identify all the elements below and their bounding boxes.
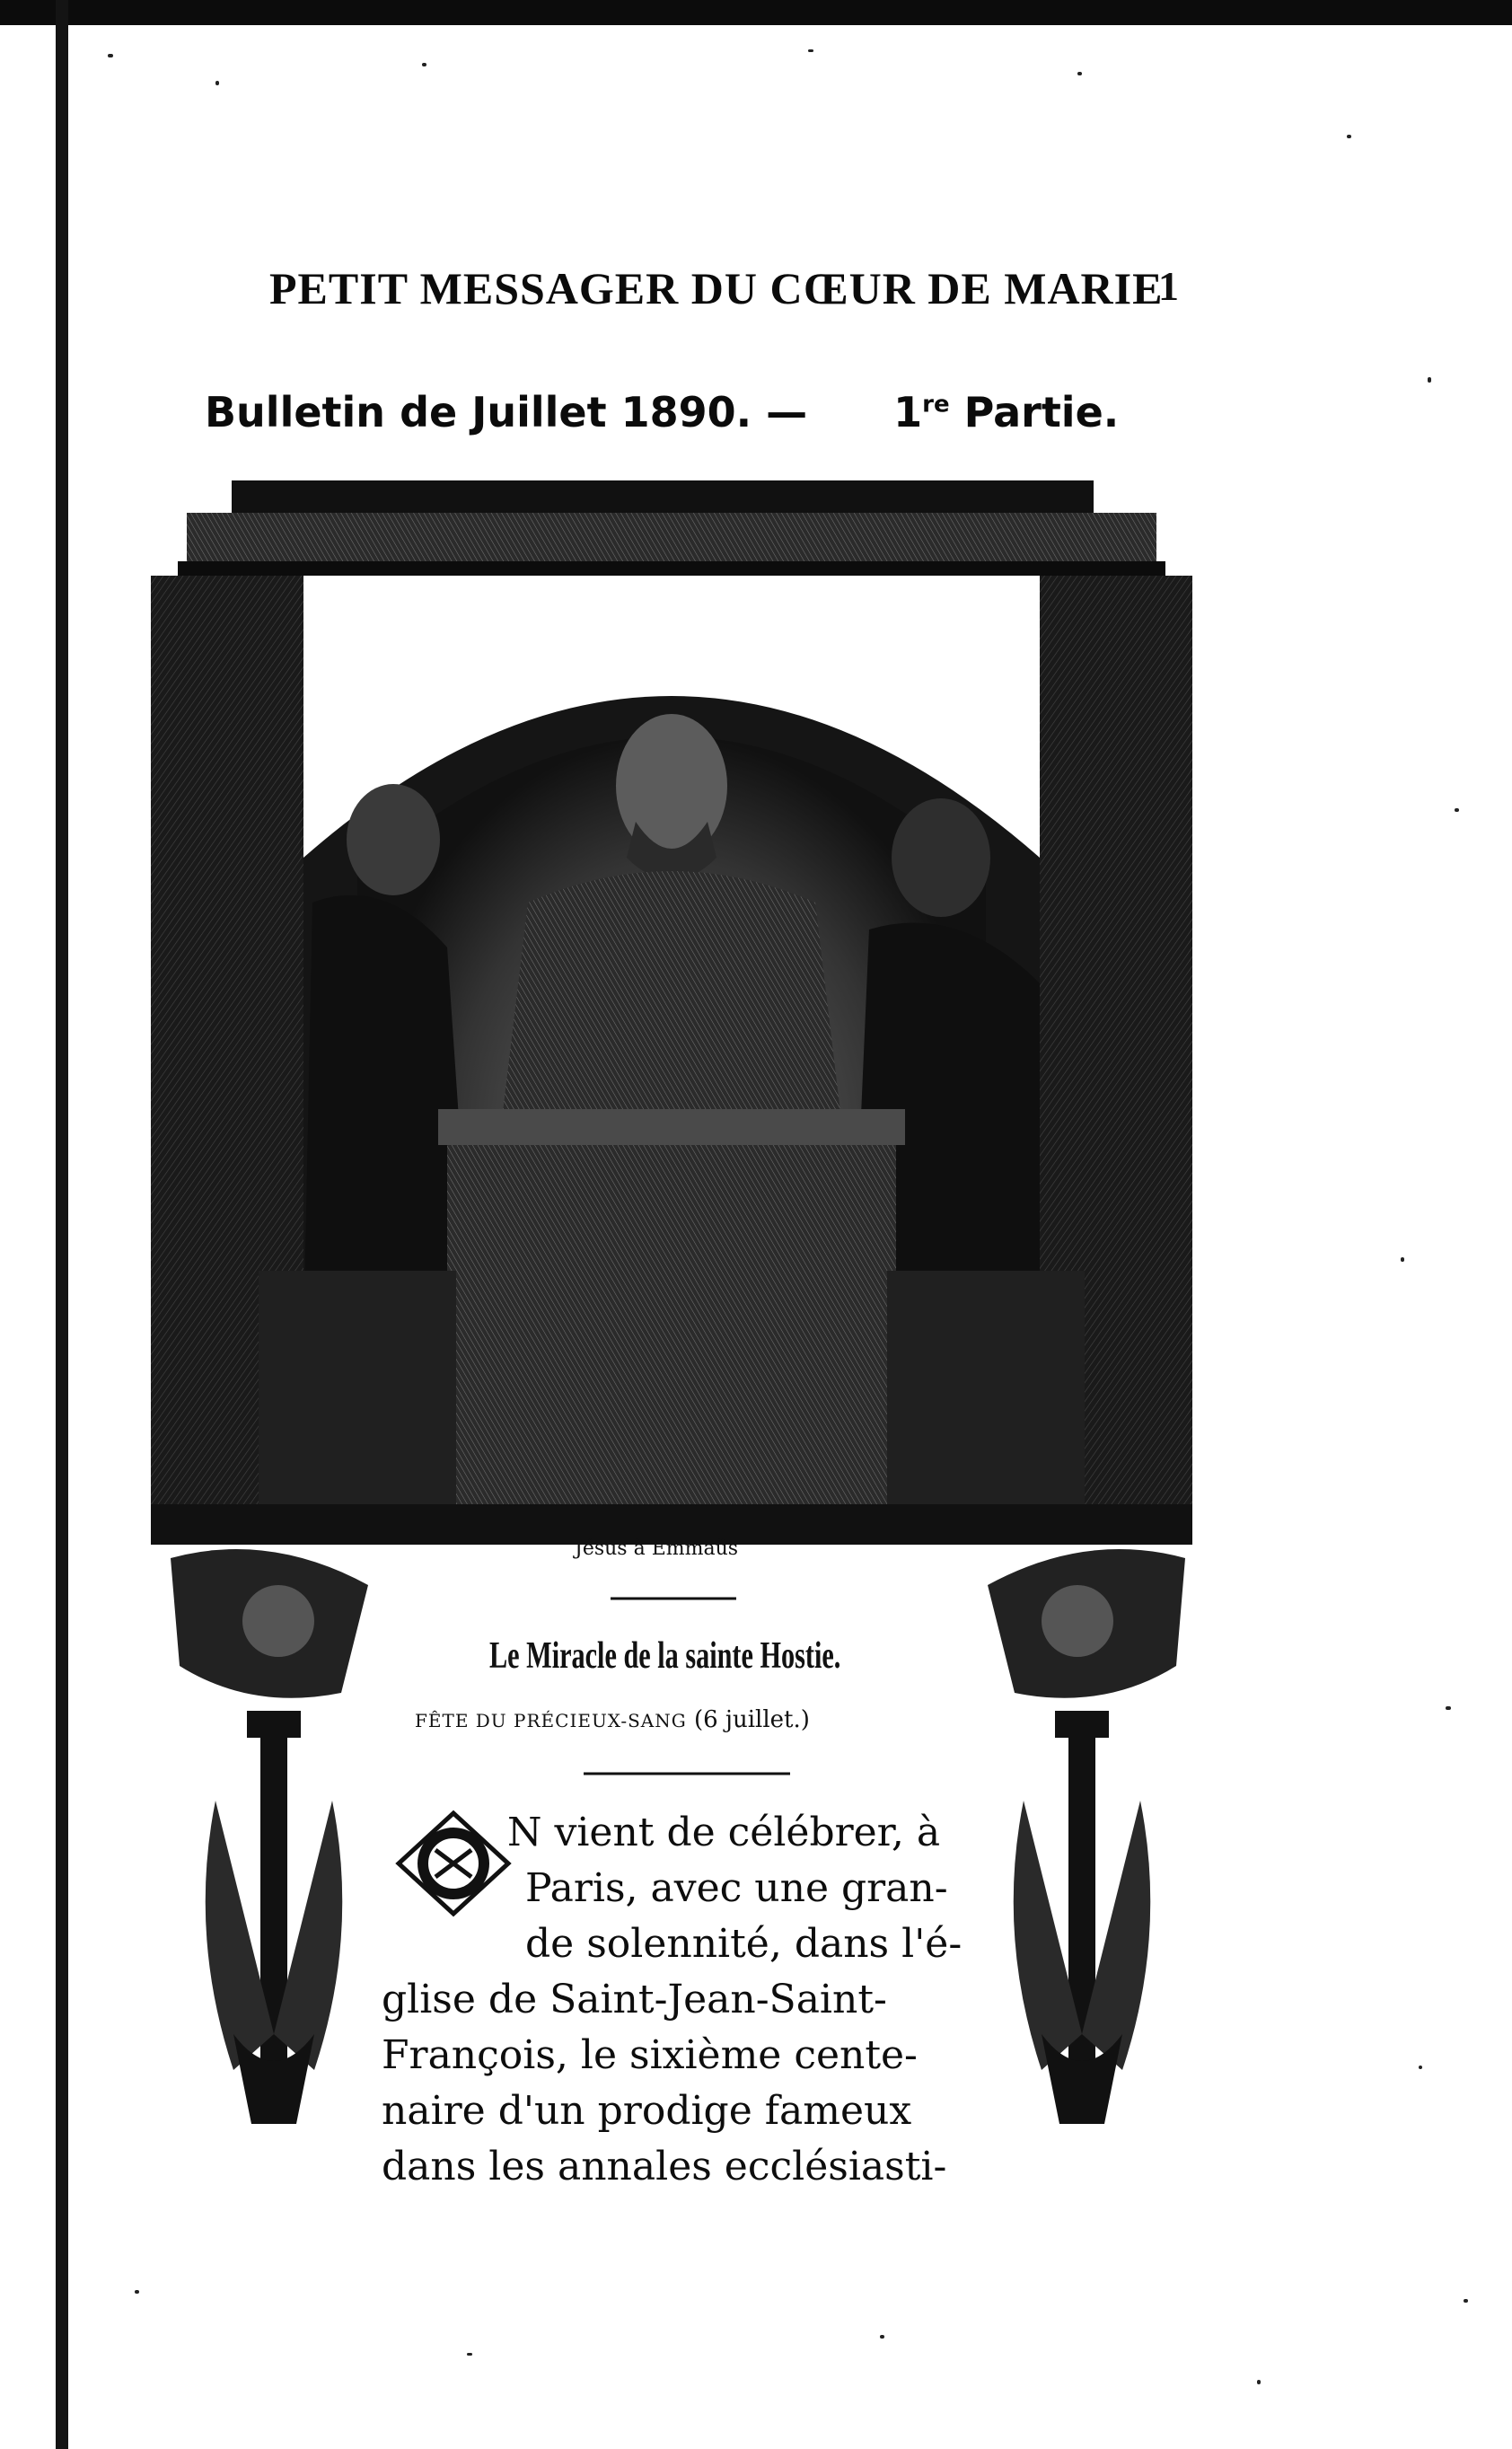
page-number: 1 [1158, 263, 1179, 309]
bulletin-heading [205, 388, 1192, 436]
left-border-rule [56, 0, 68, 2449]
text-line: François, le sixième cente- [382, 2032, 918, 2078]
running-title: PETIT MESSAGER DU CŒUR DE MARIE [269, 263, 1164, 313]
text-line: Paris, avec une gran- [525, 1865, 948, 1911]
bulletin-title: Bulletin de Juillet 1890. — [205, 388, 808, 436]
text-line: de solennité, dans l'é- [525, 1921, 963, 1967]
emmaus-engraving-illustration [151, 480, 1192, 1545]
text-line: glise de Saint-Jean-Saint- [382, 1977, 887, 2022]
feast-line [415, 1706, 810, 1733]
text-line: N vient de célébrer, à [507, 1810, 941, 1855]
bulletin-part: 1re Partie. [893, 388, 1120, 436]
feast-name: FÊTE DU PRÉCIEUX-SANG [415, 1710, 687, 1731]
article-title: Le Miracle de la sainte Hostie. [489, 1635, 841, 1677]
text-line: naire d'un prodige fameux [382, 2088, 912, 2134]
article-body [382, 1805, 992, 2195]
feast-date: (6 juillet.) [693, 1706, 810, 1733]
illustration-caption: Jésus à Emmaüs [575, 1537, 739, 1560]
running-header [269, 262, 1212, 314]
top-border-rule [0, 0, 1512, 25]
text-line: dans les annales ecclésiasti- [382, 2144, 947, 2189]
